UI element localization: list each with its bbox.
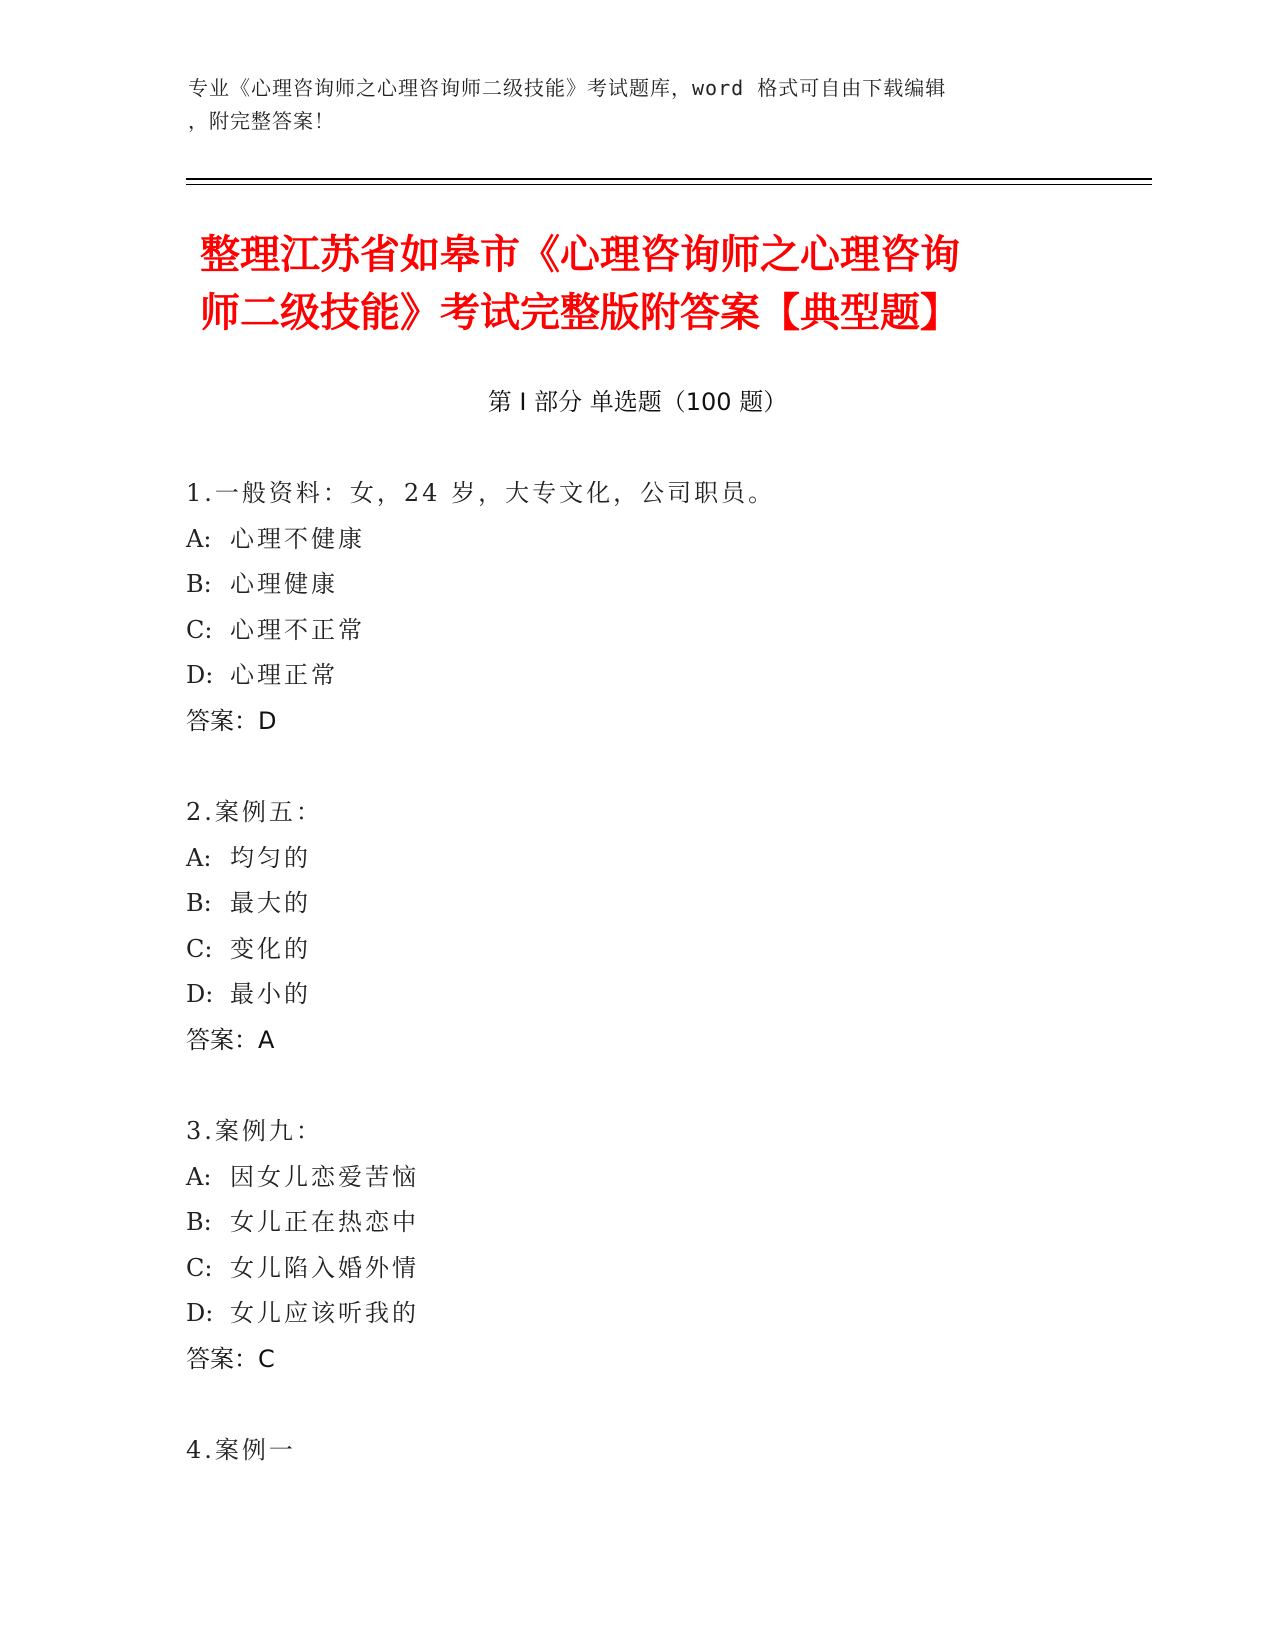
option-c (186, 1246, 1146, 1292)
answer-line: 答案：D (186, 706, 277, 735)
option-text: 心理不健康 (230, 524, 365, 553)
document-title-line-2: 师二级技能》考试完整版附答案【典型题】 (200, 290, 960, 336)
question-list (186, 471, 1146, 1520)
document-title-line-1: 整理江苏省如皋市《心理咨询师之心理咨询 (200, 232, 960, 278)
question-3 (186, 1109, 1146, 1382)
option-text: 心理健康 (230, 570, 338, 598)
option-letter: A: (186, 524, 212, 553)
question-stem: 4.案例一 (186, 1436, 296, 1464)
option-text: 女儿应该听我的 (230, 1299, 419, 1327)
option-letter: B: (186, 889, 212, 917)
question-4 (186, 1428, 1146, 1474)
option-a (186, 1155, 1146, 1201)
option-letter: A: (186, 843, 212, 872)
option-letter: C: (186, 615, 213, 644)
option-c (186, 608, 1146, 654)
question-1 (186, 471, 1146, 744)
option-text: 因女儿恋爱苦恼 (230, 1162, 419, 1191)
option-text: 女儿陷入婚外情 (230, 1253, 419, 1282)
option-text: 最小的 (230, 980, 311, 1008)
question-stem: 1.一般资料：女，24 岁，大专文化，公司职员。 (186, 479, 776, 507)
option-text: 最大的 (230, 889, 311, 917)
option-d (186, 653, 1146, 699)
question-2 (186, 790, 1146, 1063)
option-letter: C: (186, 934, 213, 963)
answer-line: 答案：A (186, 1025, 275, 1054)
header-note-line-1: 专业《心理咨询师之心理咨询师二级技能》考试题库，word 格式可自由下载编辑 (188, 76, 947, 100)
question-stem: 2.案例五： (186, 798, 323, 826)
document-title (200, 226, 1100, 342)
option-letter: D: (186, 980, 214, 1008)
option-letter: A: (186, 1162, 212, 1191)
header-note-line-2: ，附完整答案！ (188, 109, 335, 133)
answer-line: 答案：C (186, 1344, 275, 1373)
option-letter: B: (186, 1208, 212, 1236)
option-text: 女儿正在热恋中 (230, 1208, 419, 1236)
option-text: 心理不正常 (230, 615, 365, 644)
option-b (186, 1200, 1146, 1246)
option-c (186, 927, 1146, 973)
option-letter: C: (186, 1253, 213, 1282)
option-a (186, 836, 1146, 882)
option-letter: D: (186, 1299, 214, 1327)
header-divider-thin (186, 184, 1152, 185)
section-heading: 第 I 部分 单选题（100 题） (487, 388, 788, 416)
option-b (186, 881, 1146, 927)
option-b (186, 562, 1146, 608)
question-stem: 3.案例九： (186, 1117, 323, 1145)
option-letter: B: (186, 570, 212, 598)
header-divider-thick (186, 178, 1152, 180)
option-text: 变化的 (230, 934, 311, 963)
option-text: 均匀的 (230, 843, 311, 872)
option-letter: D: (186, 661, 214, 689)
option-a (186, 517, 1146, 563)
header-note (188, 72, 1088, 138)
option-text: 心理正常 (230, 661, 338, 689)
option-d (186, 1291, 1146, 1337)
option-d (186, 972, 1146, 1018)
